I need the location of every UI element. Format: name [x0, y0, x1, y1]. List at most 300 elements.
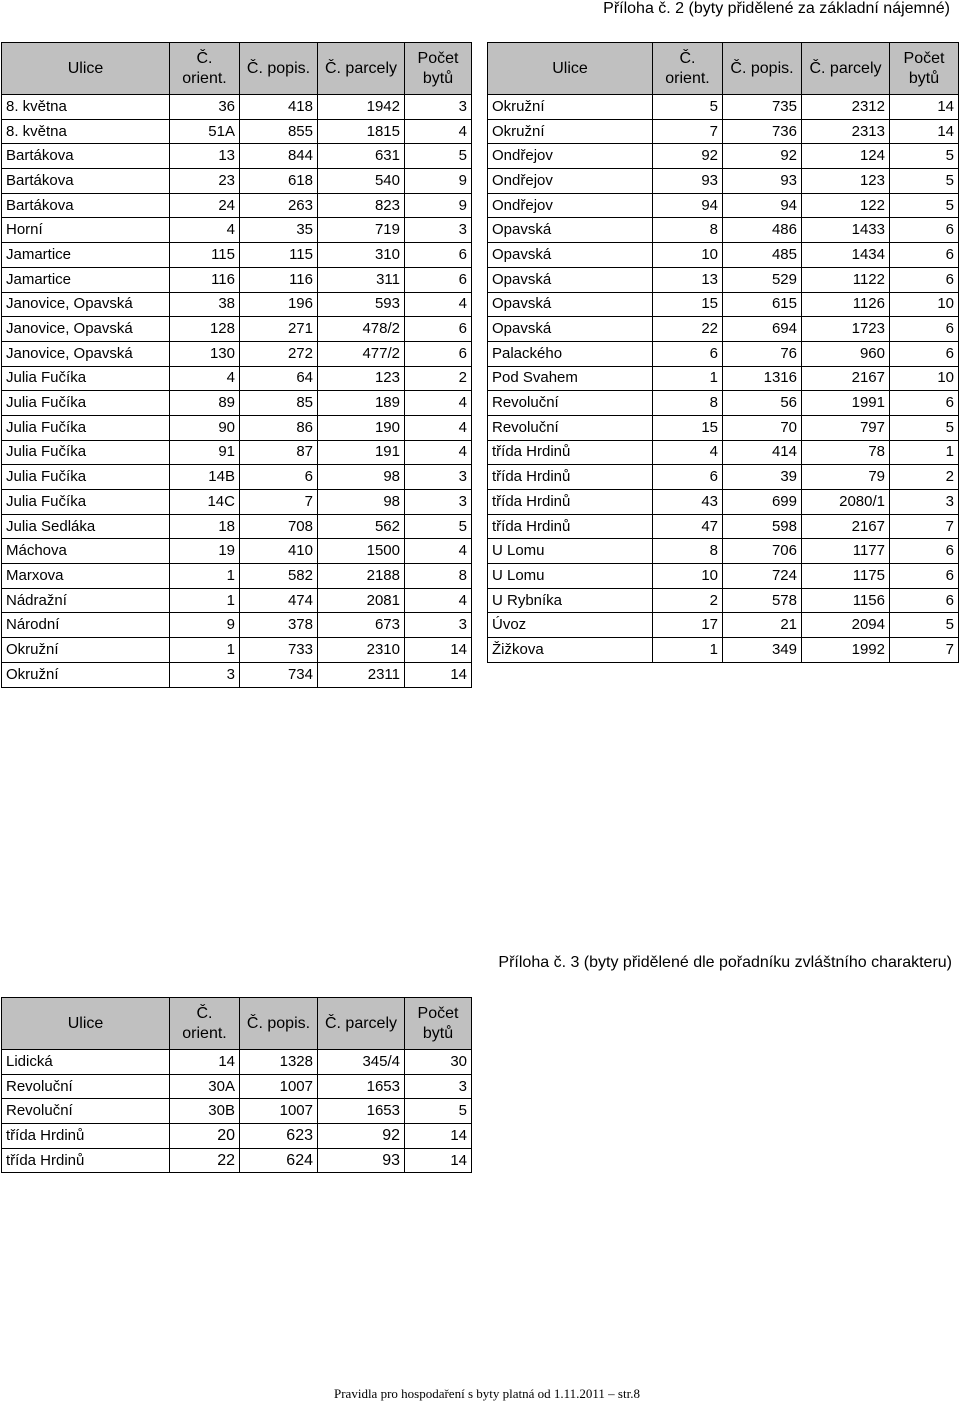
- cell-parcely: 123: [318, 366, 405, 391]
- cell-popis: 733: [240, 638, 318, 663]
- cell-count: 3: [405, 1074, 472, 1099]
- cell-street: Revoluční: [2, 1074, 170, 1099]
- cell-parcely: 2312: [802, 95, 890, 120]
- cell-popis: 7: [240, 490, 318, 515]
- cell-popis: 87: [240, 440, 318, 465]
- table-row: [2, 366, 472, 391]
- cell-popis: 410: [240, 539, 318, 564]
- table-row: [2, 292, 472, 317]
- cell-count: 4: [405, 588, 472, 613]
- cell-count: 14: [405, 638, 472, 663]
- cell-popis: 64: [240, 366, 318, 391]
- cell-parcely: 797: [802, 415, 890, 440]
- cell-popis: 86: [240, 415, 318, 440]
- cell-parcely: 1122: [802, 267, 890, 292]
- table-row: [488, 341, 959, 366]
- cell-street: Úvoz: [488, 613, 653, 638]
- cell-parcely: 2310: [318, 638, 405, 663]
- cell-orient: 5: [653, 95, 723, 120]
- cell-count: 6: [890, 267, 959, 292]
- table-row: [488, 95, 959, 120]
- table-row: [488, 588, 959, 613]
- cell-count: 5: [890, 193, 959, 218]
- table-row: [2, 243, 472, 268]
- cell-count: 8: [405, 564, 472, 589]
- cell-orient: 4: [653, 440, 723, 465]
- header-parcely: Č. parcely: [318, 998, 405, 1050]
- cell-count: 6: [890, 391, 959, 416]
- cell-street: Janovice, Opavská: [2, 317, 170, 342]
- cell-street: Okružní: [2, 638, 170, 663]
- cell-orient: 8: [653, 391, 723, 416]
- cell-parcely: 311: [318, 267, 405, 292]
- cell-count: 6: [405, 243, 472, 268]
- cell-orient: 116: [170, 267, 240, 292]
- cell-orient: 90: [170, 415, 240, 440]
- cell-orient: 1: [653, 638, 723, 663]
- cell-popis: 196: [240, 292, 318, 317]
- cell-street: Revoluční: [488, 391, 653, 416]
- cell-popis: 708: [240, 514, 318, 539]
- cell-orient: 115: [170, 243, 240, 268]
- cell-orient: 18: [170, 514, 240, 539]
- table-row: [2, 95, 472, 120]
- cell-count: 9: [405, 193, 472, 218]
- cell-parcely: 124: [802, 144, 890, 169]
- cell-orient: 2: [653, 588, 723, 613]
- cell-parcely: 1653: [318, 1099, 405, 1124]
- cell-popis: 115: [240, 243, 318, 268]
- cell-orient: 14: [170, 1050, 240, 1075]
- cell-popis: 485: [723, 243, 802, 268]
- table-row: [488, 638, 959, 663]
- cell-street: Bartákova: [2, 193, 170, 218]
- cell-popis: 724: [723, 564, 802, 589]
- annex3-table: [1, 997, 472, 1173]
- table-row: [488, 539, 959, 564]
- cell-popis: 349: [723, 638, 802, 663]
- cell-street: Revoluční: [2, 1099, 170, 1124]
- cell-popis: 486: [723, 218, 802, 243]
- cell-orient: 6: [653, 465, 723, 490]
- cell-popis: 39: [723, 465, 802, 490]
- cell-count: 14: [405, 662, 472, 687]
- cell-orient: 14C: [170, 490, 240, 515]
- cell-orient: 128: [170, 317, 240, 342]
- cell-count: 2: [405, 366, 472, 391]
- cell-parcely: 93: [318, 1148, 405, 1173]
- cell-parcely: 631: [318, 144, 405, 169]
- cell-count: 3: [890, 490, 959, 515]
- cell-parcely: 123: [802, 169, 890, 194]
- cell-street: třída Hrdinů: [488, 465, 653, 490]
- cell-popis: 56: [723, 391, 802, 416]
- cell-count: 1: [890, 440, 959, 465]
- header-count: Počet bytů: [405, 43, 472, 95]
- table-row: [2, 415, 472, 440]
- table-row: [2, 267, 472, 292]
- cell-orient: 4: [170, 366, 240, 391]
- cell-count: 3: [405, 490, 472, 515]
- table-row: [488, 169, 959, 194]
- annex2-table-right: [487, 42, 959, 663]
- cell-street: U Rybníka: [488, 588, 653, 613]
- header-orient: Č. orient.: [170, 998, 240, 1050]
- table-row: [2, 144, 472, 169]
- page-footer: Pravidla pro hospodaření s byty platná od 1.11.2011 – str.8: [334, 1386, 640, 1401]
- header-popis: Č. popis.: [723, 43, 802, 95]
- cell-street: Ondřejov: [488, 193, 653, 218]
- table-row: [2, 317, 472, 342]
- table-row: [2, 465, 472, 490]
- cell-count: 6: [405, 341, 472, 366]
- cell-count: 4: [405, 119, 472, 144]
- cell-orient: 15: [653, 415, 723, 440]
- cell-street: Okružní: [488, 119, 653, 144]
- cell-orient: 22: [170, 1148, 240, 1173]
- cell-street: třída Hrdinů: [488, 514, 653, 539]
- cell-popis: 1007: [240, 1099, 318, 1124]
- table-row: [2, 391, 472, 416]
- table-row: [2, 440, 472, 465]
- cell-street: Opavská: [488, 267, 653, 292]
- cell-popis: 734: [240, 662, 318, 687]
- table-row: [488, 564, 959, 589]
- table-row: [488, 243, 959, 268]
- cell-orient: 91: [170, 440, 240, 465]
- cell-count: 30: [405, 1050, 472, 1075]
- cell-orient: 94: [653, 193, 723, 218]
- cell-popis: 735: [723, 95, 802, 120]
- table-row: [488, 119, 959, 144]
- table-row: [2, 514, 472, 539]
- table-row: [2, 638, 472, 663]
- cell-street: třída Hrdinů: [488, 440, 653, 465]
- cell-parcely: 78: [802, 440, 890, 465]
- cell-orient: 30A: [170, 1074, 240, 1099]
- cell-street: Julia Fučíka: [2, 415, 170, 440]
- table-row: [488, 218, 959, 243]
- cell-street: třída Hrdinů: [488, 490, 653, 515]
- table-row: [2, 169, 472, 194]
- header-parcely: Č. parcely: [802, 43, 890, 95]
- cell-parcely: 2167: [802, 514, 890, 539]
- cell-street: třída Hrdinů: [2, 1124, 170, 1149]
- cell-orient: 8: [653, 539, 723, 564]
- cell-street: Janovice, Opavská: [2, 292, 170, 317]
- table-row: [2, 218, 472, 243]
- cell-street: Janovice, Opavská: [2, 341, 170, 366]
- cell-street: Jamartice: [2, 267, 170, 292]
- cell-orient: 92: [653, 144, 723, 169]
- cell-popis: 624: [240, 1148, 318, 1173]
- cell-count: 3: [405, 95, 472, 120]
- cell-popis: 474: [240, 588, 318, 613]
- cell-count: 4: [405, 440, 472, 465]
- cell-parcely: 1815: [318, 119, 405, 144]
- cell-orient: 93: [653, 169, 723, 194]
- table-row: [488, 317, 959, 342]
- cell-parcely: 540: [318, 169, 405, 194]
- cell-orient: 51A: [170, 119, 240, 144]
- annex3-body: [2, 1050, 472, 1173]
- cell-street: třída Hrdinů: [2, 1148, 170, 1173]
- cell-popis: 844: [240, 144, 318, 169]
- cell-parcely: 562: [318, 514, 405, 539]
- cell-count: 5: [890, 613, 959, 638]
- cell-count: 6: [890, 539, 959, 564]
- cell-popis: 623: [240, 1124, 318, 1149]
- cell-street: Opavská: [488, 243, 653, 268]
- cell-popis: 6: [240, 465, 318, 490]
- table-row: [2, 1099, 472, 1124]
- cell-parcely: 98: [318, 490, 405, 515]
- table-row: [2, 341, 472, 366]
- cell-popis: 582: [240, 564, 318, 589]
- header-count: Počet bytů: [405, 998, 472, 1050]
- table-row: [2, 490, 472, 515]
- cell-street: Okružní: [2, 662, 170, 687]
- cell-street: Lidická: [2, 1050, 170, 1075]
- cell-street: Ondřejov: [488, 144, 653, 169]
- cell-orient: 6: [653, 341, 723, 366]
- cell-popis: 35: [240, 218, 318, 243]
- cell-street: Opavská: [488, 317, 653, 342]
- cell-count: 6: [890, 588, 959, 613]
- cell-orient: 20: [170, 1124, 240, 1149]
- cell-count: 6: [890, 243, 959, 268]
- cell-popis: 1007: [240, 1074, 318, 1099]
- cell-orient: 13: [653, 267, 723, 292]
- table-row: [2, 1050, 472, 1075]
- cell-orient: 8: [653, 218, 723, 243]
- cell-street: Horní: [2, 218, 170, 243]
- cell-popis: 70: [723, 415, 802, 440]
- table-row: [488, 366, 959, 391]
- cell-popis: 618: [240, 169, 318, 194]
- cell-parcely: 1434: [802, 243, 890, 268]
- cell-street: Okružní: [488, 95, 653, 120]
- cell-count: 14: [890, 119, 959, 144]
- cell-popis: 271: [240, 317, 318, 342]
- cell-street: Opavská: [488, 218, 653, 243]
- cell-count: 9: [405, 169, 472, 194]
- table-row: [2, 1124, 472, 1149]
- cell-parcely: 593: [318, 292, 405, 317]
- cell-popis: 116: [240, 267, 318, 292]
- cell-parcely: 960: [802, 341, 890, 366]
- cell-count: 4: [405, 391, 472, 416]
- cell-street: Julia Fučíka: [2, 465, 170, 490]
- cell-street: 8. května: [2, 119, 170, 144]
- cell-parcely: 719: [318, 218, 405, 243]
- cell-popis: 418: [240, 95, 318, 120]
- cell-count: 5: [405, 1099, 472, 1124]
- cell-parcely: 823: [318, 193, 405, 218]
- header-parcely: Č. parcely: [318, 43, 405, 95]
- cell-parcely: 1942: [318, 95, 405, 120]
- cell-count: 6: [890, 564, 959, 589]
- cell-popis: 94: [723, 193, 802, 218]
- cell-orient: 1: [653, 366, 723, 391]
- cell-parcely: 190: [318, 415, 405, 440]
- table-row: [488, 440, 959, 465]
- cell-count: 5: [890, 144, 959, 169]
- cell-popis: 529: [723, 267, 802, 292]
- cell-street: Revoluční: [488, 415, 653, 440]
- table-row: [488, 514, 959, 539]
- cell-orient: 10: [653, 243, 723, 268]
- header-popis: Č. popis.: [240, 998, 318, 1050]
- cell-count: 5: [890, 169, 959, 194]
- table-row: [488, 465, 959, 490]
- cell-count: 6: [890, 317, 959, 342]
- cell-street: Ondřejov: [488, 169, 653, 194]
- cell-parcely: 1126: [802, 292, 890, 317]
- cell-parcely: 1156: [802, 588, 890, 613]
- annex2-table-left: [1, 42, 472, 688]
- cell-count: 14: [890, 95, 959, 120]
- cell-street: Palackého: [488, 341, 653, 366]
- cell-orient: 30B: [170, 1099, 240, 1124]
- table-row: [2, 662, 472, 687]
- table-row: [488, 144, 959, 169]
- cell-street: Bartákova: [2, 169, 170, 194]
- cell-parcely: 2081: [318, 588, 405, 613]
- cell-parcely: 310: [318, 243, 405, 268]
- cell-orient: 22: [653, 317, 723, 342]
- cell-orient: 9: [170, 613, 240, 638]
- cell-orient: 1: [170, 638, 240, 663]
- cell-parcely: 191: [318, 440, 405, 465]
- cell-popis: 21: [723, 613, 802, 638]
- cell-popis: 578: [723, 588, 802, 613]
- table-row: [2, 539, 472, 564]
- cell-popis: 736: [723, 119, 802, 144]
- cell-parcely: 2167: [802, 366, 890, 391]
- cell-street: U Lomu: [488, 539, 653, 564]
- cell-parcely: 345/4: [318, 1050, 405, 1075]
- cell-street: Máchova: [2, 539, 170, 564]
- cell-popis: 378: [240, 613, 318, 638]
- cell-street: Julia Sedláka: [2, 514, 170, 539]
- cell-parcely: 478/2: [318, 317, 405, 342]
- cell-street: Bartákova: [2, 144, 170, 169]
- cell-count: 6: [405, 317, 472, 342]
- table-row: [2, 119, 472, 144]
- cell-orient: 19: [170, 539, 240, 564]
- cell-street: U Lomu: [488, 564, 653, 589]
- annex2-left-body: [2, 95, 472, 688]
- cell-count: 14: [405, 1124, 472, 1149]
- cell-popis: 598: [723, 514, 802, 539]
- cell-parcely: 79: [802, 465, 890, 490]
- cell-orient: 14B: [170, 465, 240, 490]
- cell-count: 4: [405, 539, 472, 564]
- cell-popis: 272: [240, 341, 318, 366]
- cell-street: Národní: [2, 613, 170, 638]
- cell-popis: 706: [723, 539, 802, 564]
- table-header-row: [2, 998, 472, 1050]
- cell-orient: 130: [170, 341, 240, 366]
- cell-count: 10: [890, 366, 959, 391]
- cell-popis: 615: [723, 292, 802, 317]
- cell-orient: 1: [170, 564, 240, 589]
- cell-orient: 89: [170, 391, 240, 416]
- header-orient: Č. orient.: [170, 43, 240, 95]
- table-row: [2, 193, 472, 218]
- table-row: [488, 490, 959, 515]
- cell-count: 3: [405, 613, 472, 638]
- table-row: [488, 415, 959, 440]
- cell-orient: 23: [170, 169, 240, 194]
- cell-orient: 17: [653, 613, 723, 638]
- cell-popis: 76: [723, 341, 802, 366]
- cell-popis: 263: [240, 193, 318, 218]
- cell-parcely: 1177: [802, 539, 890, 564]
- cell-parcely: 92: [318, 1124, 405, 1149]
- table-row: [488, 267, 959, 292]
- cell-popis: 855: [240, 119, 318, 144]
- cell-count: 3: [405, 218, 472, 243]
- header-street: Ulice: [2, 998, 170, 1050]
- cell-popis: 92: [723, 144, 802, 169]
- cell-popis: 93: [723, 169, 802, 194]
- annex2-caption: Příloha č. 2 (byty přidělené za základní nájemné): [603, 0, 950, 17]
- annex3-caption: Příloha č. 3 (byty přidělené dle pořadníku zvláštního charakteru): [498, 954, 952, 971]
- cell-parcely: 1500: [318, 539, 405, 564]
- cell-parcely: 98: [318, 465, 405, 490]
- table-row: [2, 1148, 472, 1173]
- cell-orient: 36: [170, 95, 240, 120]
- cell-parcely: 1175: [802, 564, 890, 589]
- table-row: [488, 391, 959, 416]
- cell-parcely: 2311: [318, 662, 405, 687]
- cell-street: Julia Fučíka: [2, 440, 170, 465]
- header-street: Ulice: [488, 43, 653, 95]
- cell-orient: 38: [170, 292, 240, 317]
- table-row: [2, 1074, 472, 1099]
- cell-count: 6: [890, 341, 959, 366]
- annex2-right-body: [488, 95, 959, 663]
- cell-popis: 699: [723, 490, 802, 515]
- cell-count: 4: [405, 415, 472, 440]
- cell-count: 2: [890, 465, 959, 490]
- cell-parcely: 477/2: [318, 341, 405, 366]
- cell-street: Marxova: [2, 564, 170, 589]
- cell-orient: 7: [653, 119, 723, 144]
- cell-count: 3: [405, 465, 472, 490]
- cell-count: 7: [890, 638, 959, 663]
- table-row: [488, 292, 959, 317]
- cell-popis: 414: [723, 440, 802, 465]
- cell-street: Pod Svahem: [488, 366, 653, 391]
- cell-orient: 3: [170, 662, 240, 687]
- cell-parcely: 1992: [802, 638, 890, 663]
- cell-street: Nádražní: [2, 588, 170, 613]
- table-row: [2, 588, 472, 613]
- cell-street: Julia Fučíka: [2, 391, 170, 416]
- cell-parcely: 2094: [802, 613, 890, 638]
- cell-street: 8. května: [2, 95, 170, 120]
- cell-orient: 13: [170, 144, 240, 169]
- cell-parcely: 122: [802, 193, 890, 218]
- cell-popis: 694: [723, 317, 802, 342]
- cell-count: 5: [405, 144, 472, 169]
- cell-street: Julia Fučíka: [2, 490, 170, 515]
- cell-street: Julia Fučíka: [2, 366, 170, 391]
- cell-orient: 10: [653, 564, 723, 589]
